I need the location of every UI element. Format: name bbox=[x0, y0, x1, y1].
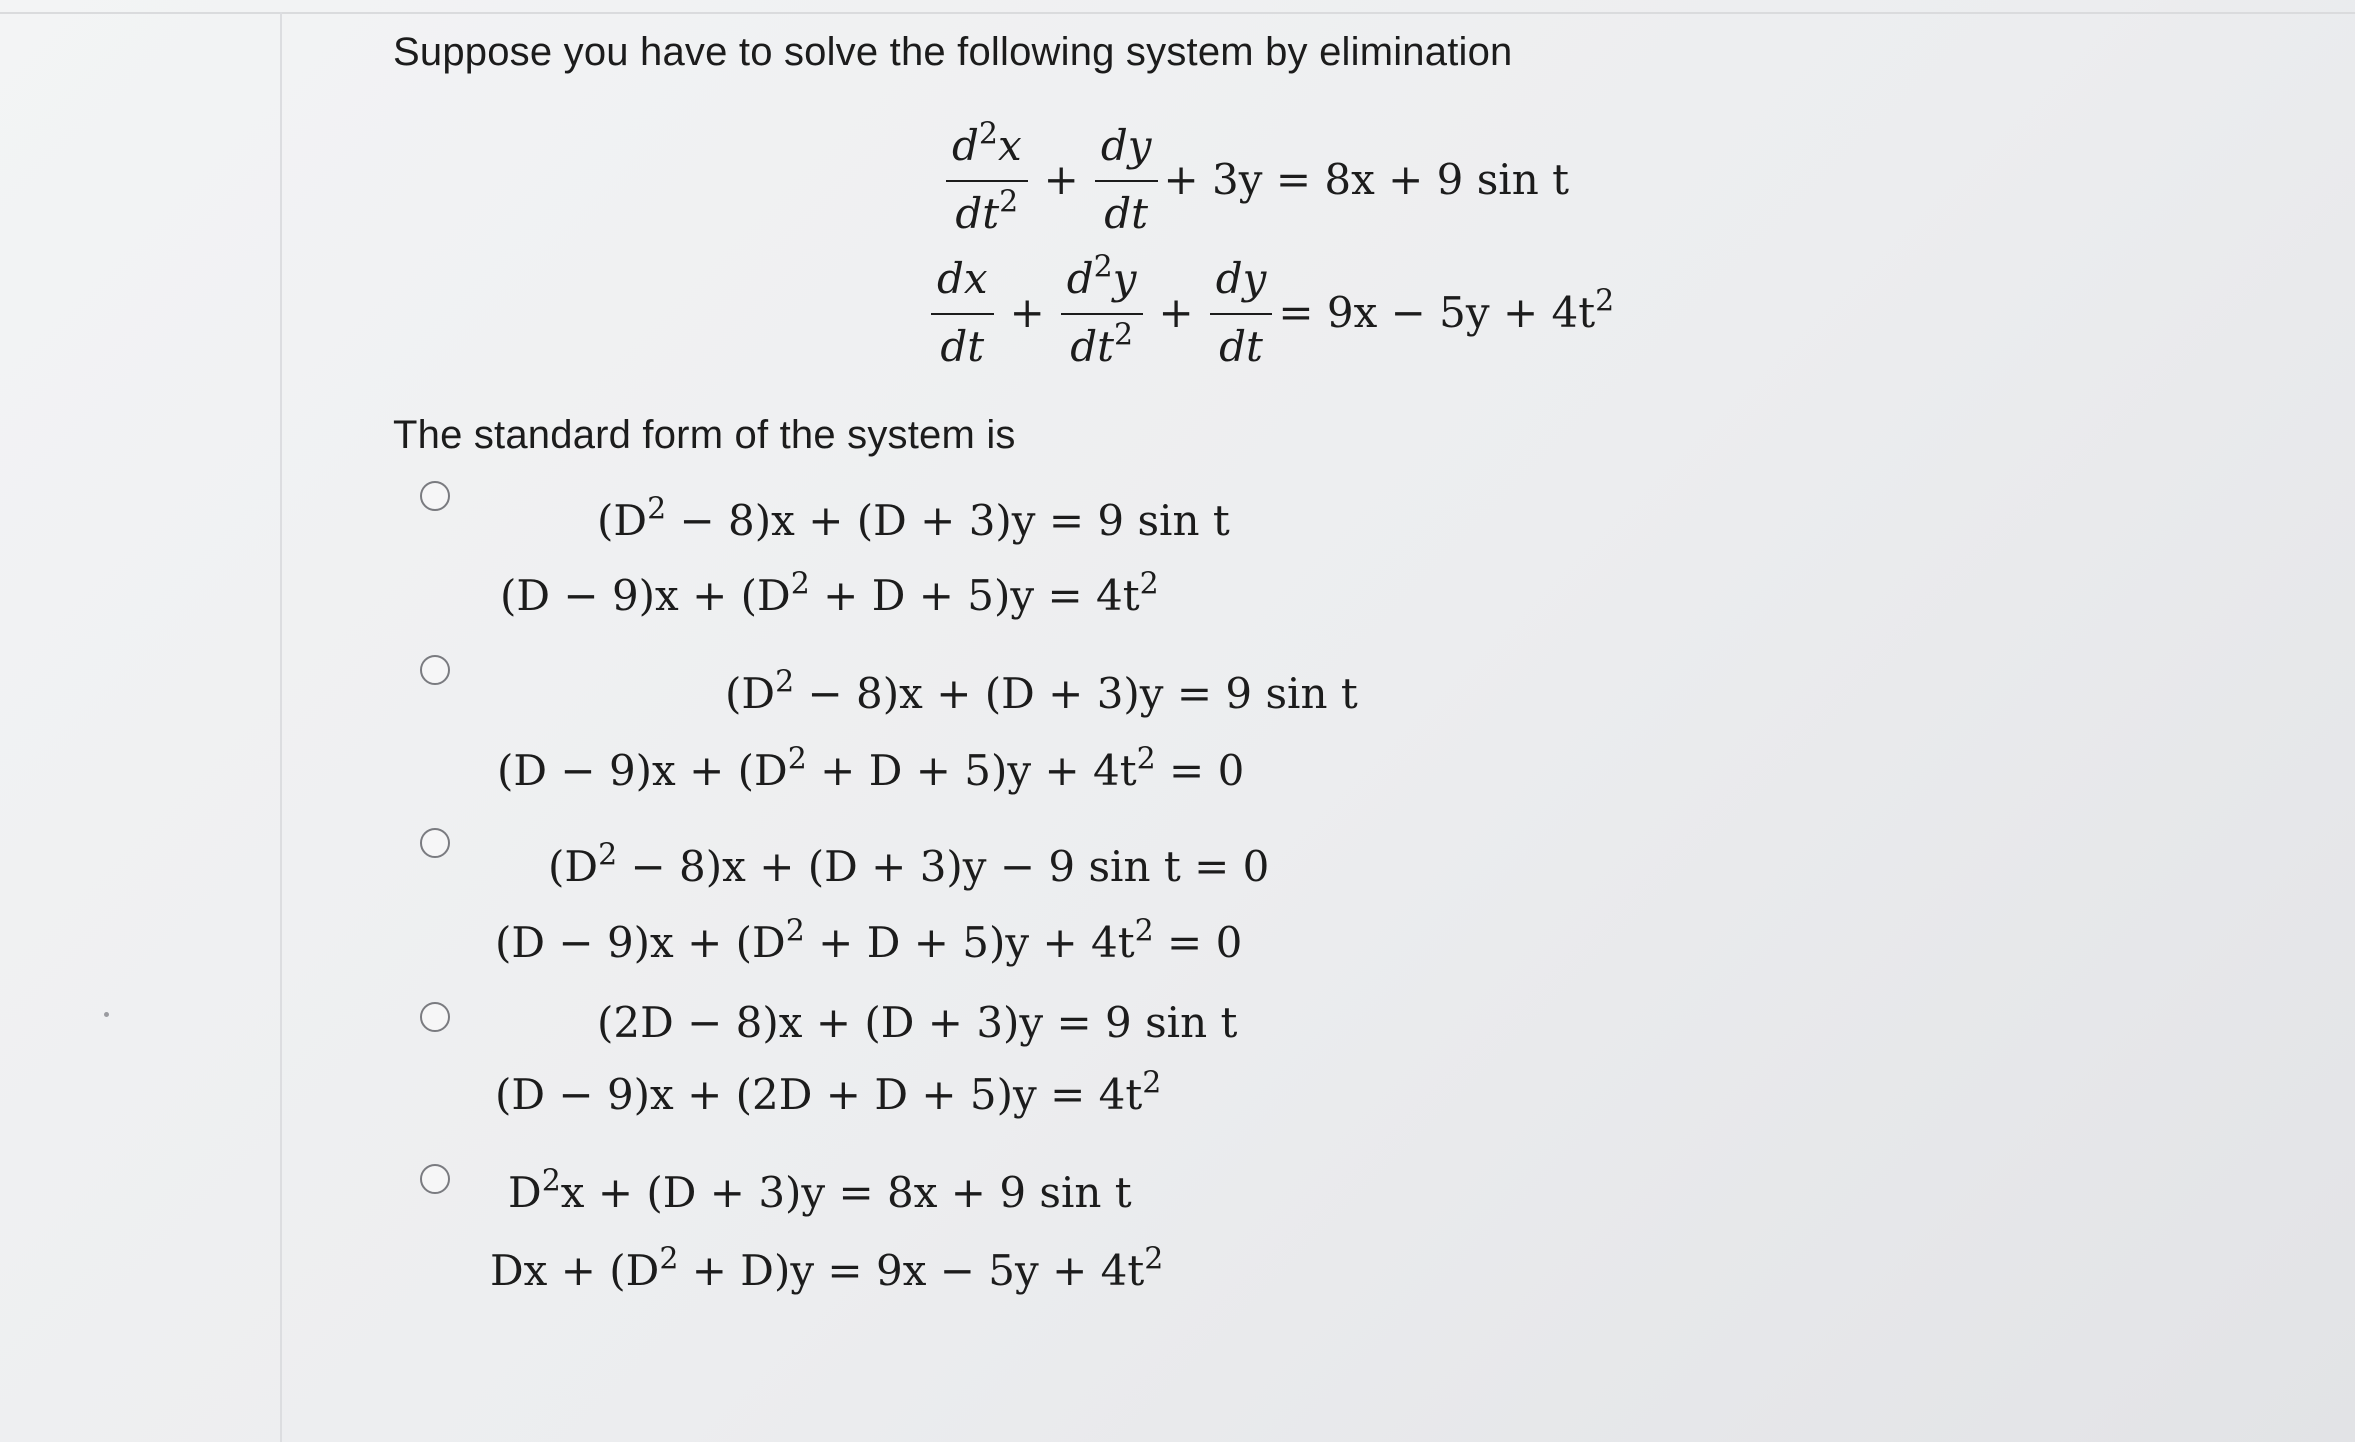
option-e-line-2: $Dx + (D^2 + D)y = 9x - 5y + 4t^2$ bbox=[490, 1241, 1164, 1295]
option-a-line-1: $(D^2 - 8)x + (D + 3)y = 9$ sin t bbox=[597, 491, 1230, 545]
option-c-line-2: $(D - 9)x + (D^2 + D + 5)y + 4t^2 = 0$ bbox=[495, 913, 1243, 967]
fraction-d2y-dt2: $\frac{d^2y}{dt^2}$ bbox=[1061, 255, 1143, 372]
system-equation-2: $\frac{dx}{dt}$ + $\frac{d^2y}{dt^2}$ + $\frac{dy}{dt}$ = $9x - 5y + 4t^2$ bbox=[925, 255, 1614, 372]
system-equation-1: $\frac{d^2x}{dt^2}$ + $\frac{dy}{dt}$ + 3y = 8x + 9 sin t bbox=[940, 122, 1569, 239]
option-d-line-1: (2D − 8)x + (D + 3)y = 9 sin t bbox=[597, 998, 1238, 1047]
option-e-line-1: $D^2x + (D + 3)y = 8x + 9$ sin t bbox=[508, 1163, 1132, 1217]
fraction-d2x-dt2: $\frac{d^2x}{dt^2}$ bbox=[946, 122, 1028, 239]
option-b-radio[interactable] bbox=[420, 655, 450, 685]
option-c-line-1: $(D^2 - 8)x + (D + 3)y - 9$ sin t = 0 bbox=[548, 837, 1270, 891]
fraction-dy-dt-2: $\frac{dy}{dt}$ bbox=[1210, 255, 1273, 372]
content-left-edge bbox=[280, 12, 282, 1442]
stray-dot bbox=[104, 1012, 109, 1017]
fraction-dy-dt: $\frac{dy}{dt}$ bbox=[1095, 122, 1158, 239]
subprompt: The standard form of the system is bbox=[393, 413, 1016, 457]
option-d-radio[interactable] bbox=[420, 1002, 450, 1032]
page-top-edge bbox=[0, 12, 2355, 14]
option-b-line-2: $(D - 9)x + (D^2 + D + 5)y + 4t^2 = 0$ bbox=[497, 741, 1245, 795]
option-c-radio[interactable] bbox=[420, 828, 450, 858]
option-e-radio[interactable] bbox=[420, 1164, 450, 1194]
option-a-line-2: $(D - 9)x + (D^2 + D + 5)y = 4t^2$ bbox=[500, 566, 1159, 620]
option-a-radio[interactable] bbox=[420, 481, 450, 511]
option-b-line-1: $(D^2 - 8)x + (D + 3)y = 9$ sin t bbox=[725, 664, 1358, 718]
question-prompt: Suppose you have to solve the following system by elimination bbox=[393, 30, 1513, 74]
option-d-line-2: $(D - 9)x + (2D + D + 5)y = 4t^2$ bbox=[495, 1065, 1162, 1119]
fraction-dx-dt: $\frac{dx}{dt}$ bbox=[931, 255, 994, 372]
